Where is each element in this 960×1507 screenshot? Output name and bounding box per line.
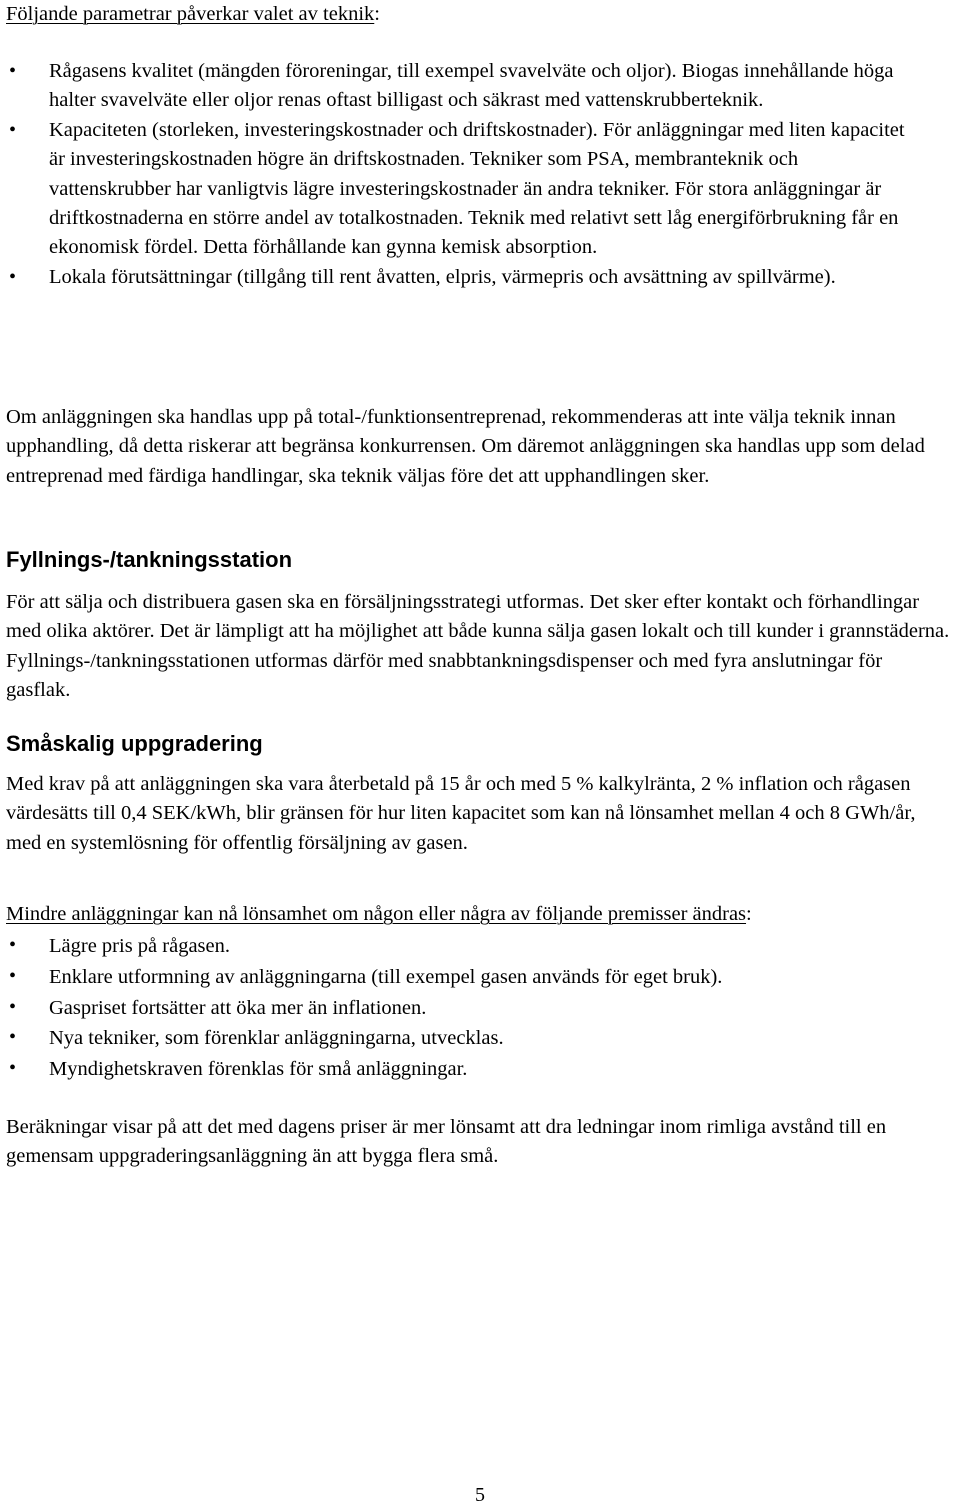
bullet-icon: • <box>9 934 17 956</box>
bullet-icon: • <box>9 1057 17 1080</box>
procurement-paragraph: Om anläggningen ska handlas upp på total-/funktionsentreprenad, rekommenderas att inte välja teknik innan upphandling, då detta riskerar att begränsa konkurrensen. Om däremot anläggningen ska handlas upp som delad entreprenad med färdiga handlingar, ska teknik väljas före det att upphandlingen sker. <box>6 406 925 487</box>
section-heading-small-scale: Småskalig uppgradering <box>6 731 263 756</box>
list-item <box>6 263 924 292</box>
list-item-text: Enklare utformning av anläggningarna (till exempel gasen används för eget bruk). <box>49 965 723 988</box>
intro-line <box>6 0 950 29</box>
parameter-list <box>6 57 924 292</box>
list-item-text: Gaspriset fortsätter att öka mer än inflationen. <box>49 996 427 1019</box>
bullet-icon: • <box>9 118 17 141</box>
premises-list <box>6 931 924 1085</box>
closing-paragraph: Beräkningar visar på att det med dagens priser är mer lönsamt att dra ledningar inom rimliga avstånd till en gemensam uppgraderingsanläggning än att bygga flera små. <box>6 1116 887 1168</box>
premises-colon: : <box>746 903 752 925</box>
section-heading-filling-station: Fyllnings-/tankningsstation <box>6 547 293 572</box>
list-item-text: Lokala förutsättningar (tillgång till rent åvatten, elpris, värmepris och avsättning av spillvärme). <box>49 265 836 288</box>
list-item <box>6 116 924 263</box>
intro-colon: : <box>374 3 380 25</box>
list-item <box>6 57 924 116</box>
list-item-text: Myndighetskraven förenklas för små anläggningar. <box>49 1058 468 1081</box>
bullet-icon: • <box>9 265 17 288</box>
small-scale-paragraph: Med krav på att anläggningen ska vara återbetald på 15 år och med 5 % kalkylränta, 2 % inflation och rågasen värdesätts till 0,4 SEK/kWh, blir gränsen för hur liten kapacitet som kan nå lönsamhet mellan 4 och 8 GWh/år, med en systemlösning för offentlig försäljning av gasen. <box>6 773 916 854</box>
list-item <box>6 931 924 962</box>
premises-intro <box>6 900 950 929</box>
list-item-text: Kapaciteten (storleken, investeringskostnader och driftskostnader). För anläggningar med liten kapacitet är investeringskostnaden högre än driftskostnaden. Tekniker som PSA, membranteknik och vattenskrubber har vanligtvis lägre investeringskostnader än andra tekniker. För stora anläggningar är driftkostnaderna en större andel av totalkostnaden. Teknik med relativt sett låg energiförbrukning får en ekonomisk fördel. Detta förhållande kan gynna kemisk absorption. <box>49 118 905 259</box>
list-item-text: Lägre pris på rågasen. <box>49 935 230 957</box>
page-number: 5 <box>475 1484 485 1506</box>
bullet-icon: • <box>9 60 17 82</box>
bullet-icon: • <box>9 964 17 987</box>
filling-station-paragraph: För att sälja och distribuera gasen ska en försäljningsstrategi utformas. Det sker efter kontakt och förhandlingar med olika aktörer. Det är lämpligt att ha möjlighet att både kunna sälja gasen lokalt och till kunder i grannstäderna. Fyllnings-/tankningsstationen utformas därför med snabbtankningsdispenser och med fyra anslutningar för gasflak. <box>6 591 950 702</box>
intro-label: Följande parametrar påverkar valet av teknik <box>6 3 375 25</box>
premises-label: Mindre anläggningar kan nå lönsamhet om någon eller några av följande premisser ändras <box>6 903 747 925</box>
bullet-icon: • <box>9 1026 17 1049</box>
list-item-text: Rågasens kvalitet (mängden föroreningar, till exempel svavelväte och oljor). Biogas innehållande höga halter svavelväte eller oljor renas oftast billigast och säkrast med vattenskrubberteknik. <box>49 60 894 112</box>
list-item <box>6 1023 924 1054</box>
list-item <box>6 962 924 993</box>
bullet-icon: • <box>9 995 17 1018</box>
list-item-text: Nya tekniker, som förenklar anläggningarna, utvecklas. <box>49 1027 504 1050</box>
list-item <box>6 993 924 1024</box>
list-item <box>6 1054 924 1085</box>
